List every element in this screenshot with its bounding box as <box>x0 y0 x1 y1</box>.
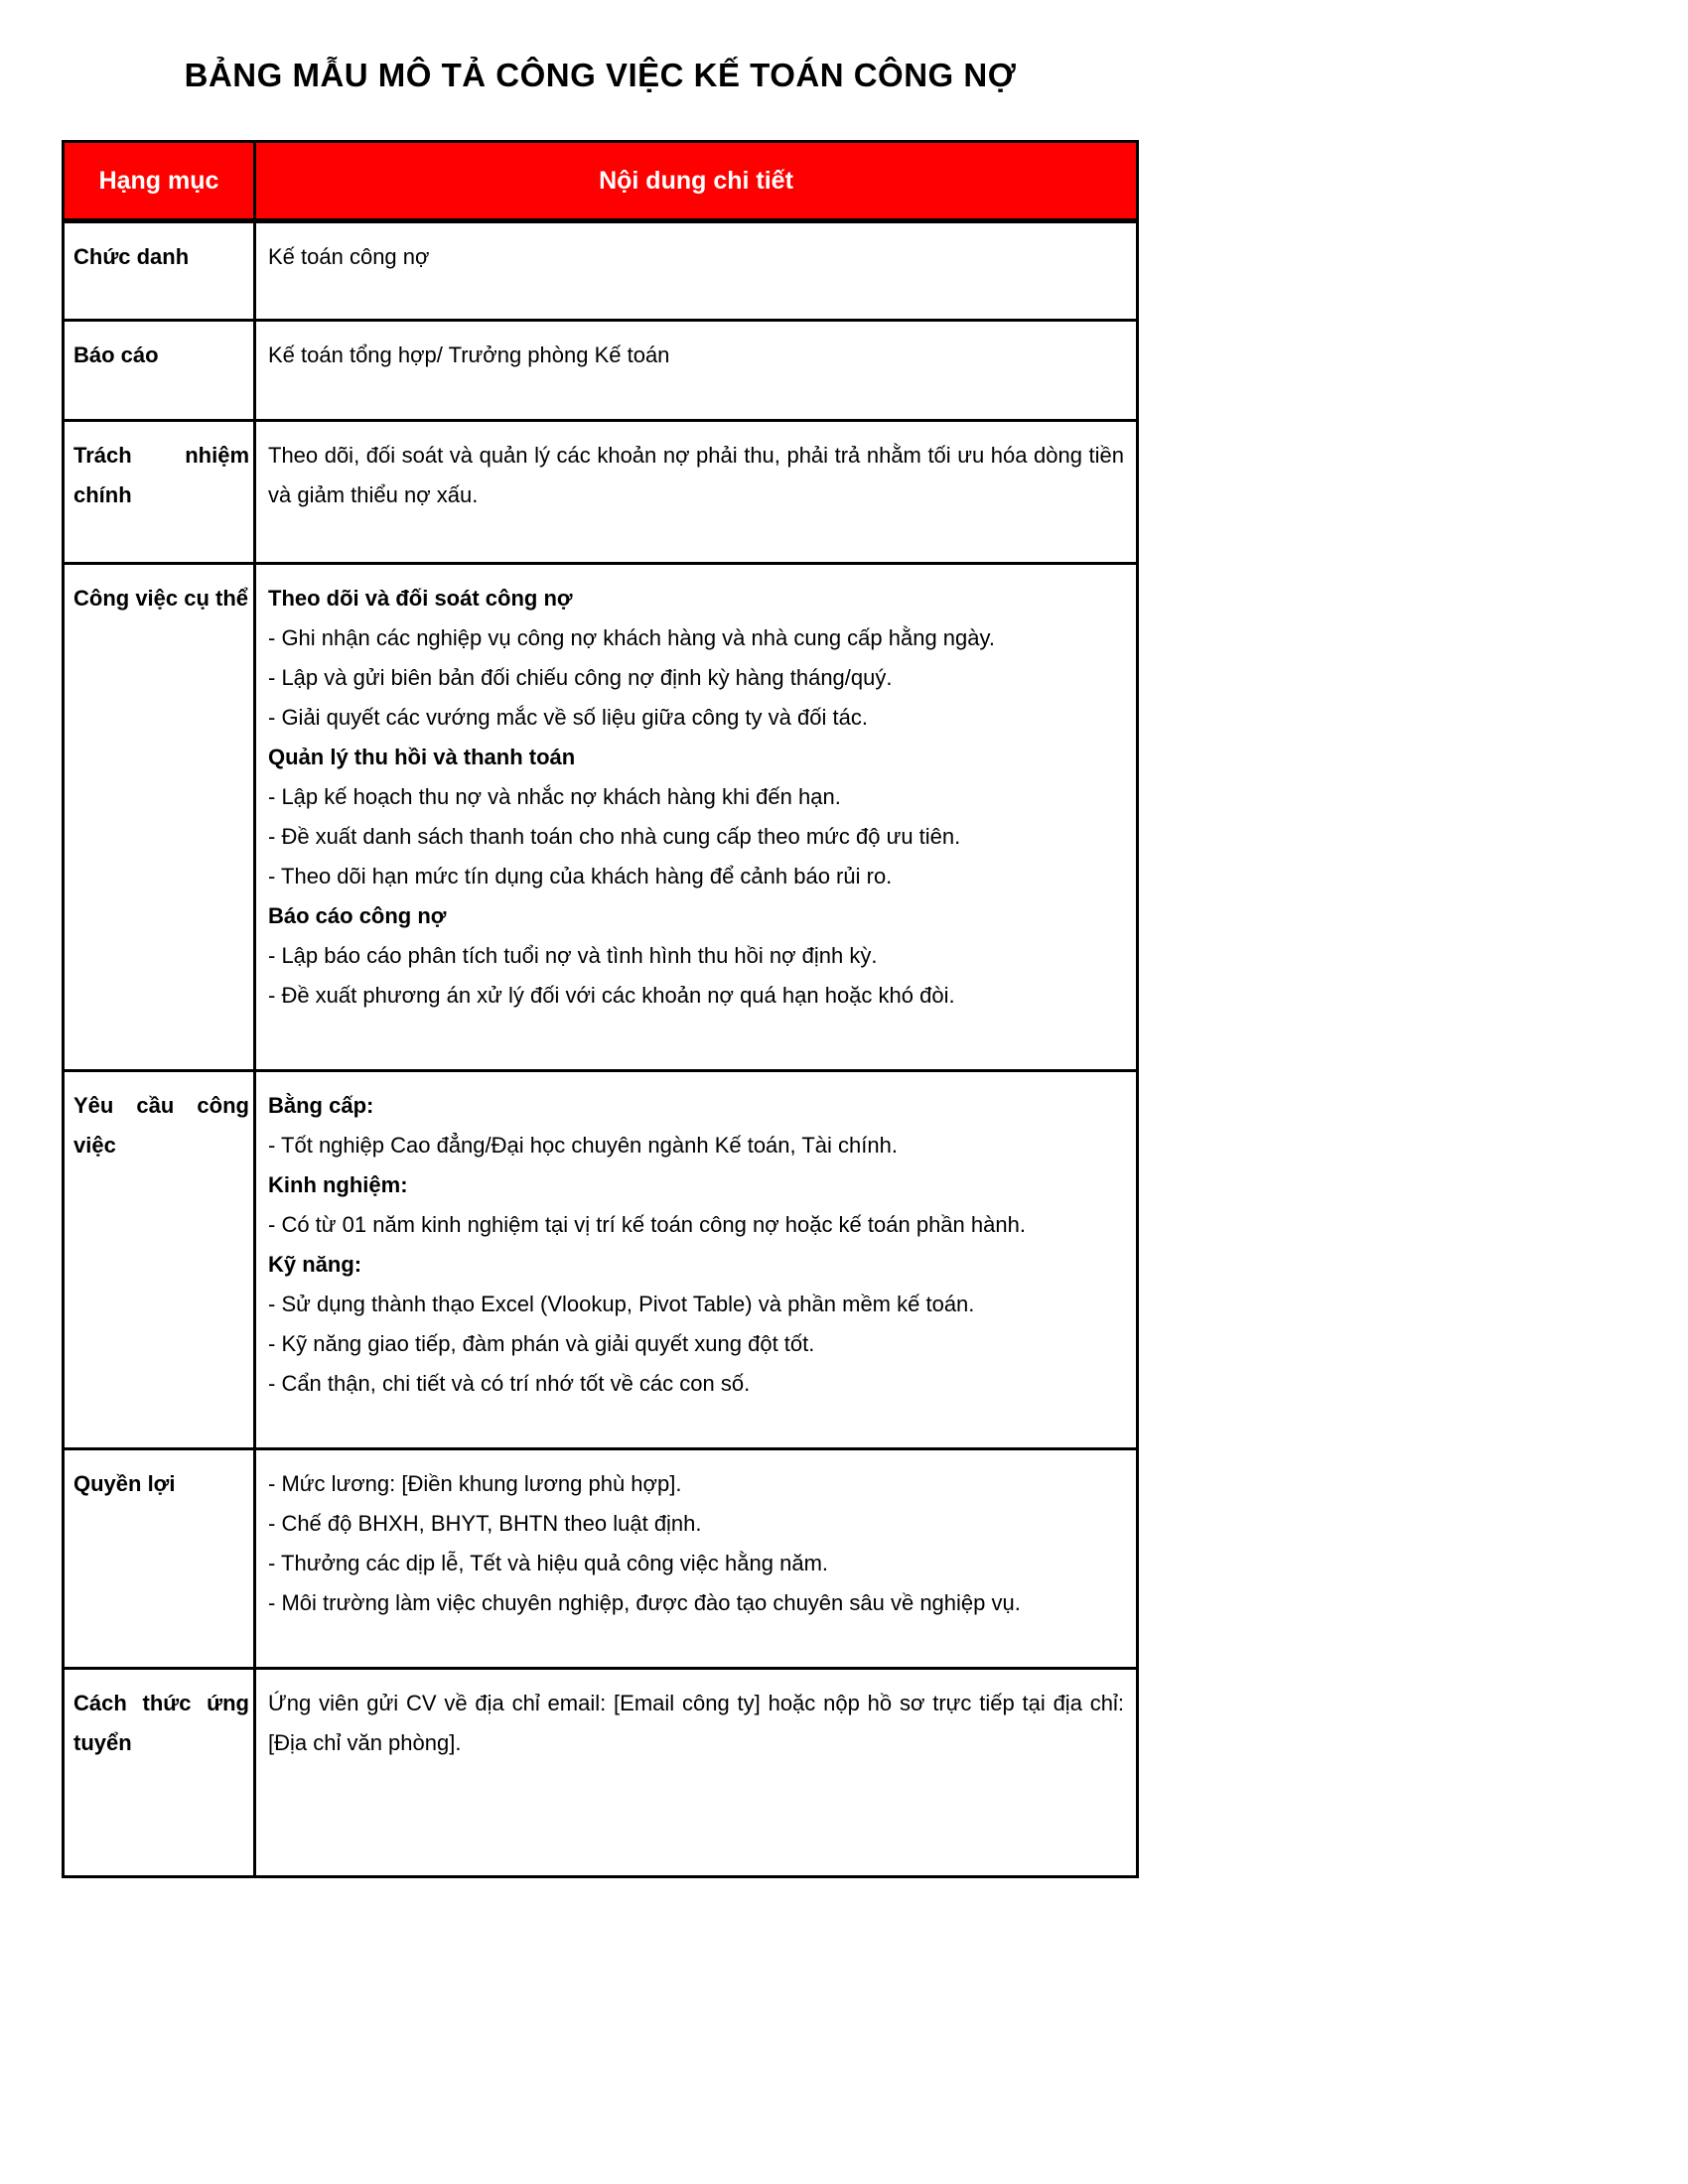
header-cell-details: Nội dung chi tiết <box>255 142 1138 221</box>
row-label: Quyền lợi <box>64 1449 255 1669</box>
row-label: Trách nhiệm chính <box>64 421 255 564</box>
content-line: - Ghi nhận các nghiệp vụ công nợ khách hàng và nhà cung cấp hằng ngày. <box>268 625 995 650</box>
content-line: - Cẩn thận, chi tiết và có trí nhớ tốt về các con số. <box>268 1371 751 1396</box>
content-line: Theo dõi, đối soát và quản lý các khoản nợ phải thu, phải trả nhằm tối ưu hóa dòng tiền và giảm thiểu nợ xấu. <box>268 443 1124 507</box>
content-line: Kế toán công nợ <box>268 244 430 269</box>
content-line: - Kỹ năng giao tiếp, đàm phán và giải quyết xung đột tốt. <box>268 1331 815 1356</box>
job-description-table <box>62 140 1139 1878</box>
content-line: - Sử dụng thành thạo Excel (Vlookup, Pivot Table) và phần mềm kế toán. <box>268 1292 975 1316</box>
content-line: - Lập và gửi biên bản đối chiếu công nợ định kỳ hàng tháng/quý. <box>268 665 893 690</box>
content-line: - Thưởng các dịp lễ, Tết và hiệu quả công việc hằng năm. <box>268 1551 829 1575</box>
row-label: Công việc cụ thể <box>64 564 255 1071</box>
content-subheading: Kinh nghiệm: <box>268 1172 408 1197</box>
content-subheading: Báo cáo công nợ <box>268 903 447 928</box>
row-content <box>255 1669 1138 1877</box>
table-row <box>64 221 1138 321</box>
content-subheading: Kỹ năng: <box>268 1252 362 1277</box>
content-line: - Chế độ BHXH, BHYT, BHTN theo luật định. <box>268 1511 702 1536</box>
table-row <box>64 421 1138 564</box>
content-line: Kế toán tổng hợp/ Trưởng phòng Kế toán <box>268 342 670 367</box>
content-line: - Lập báo cáo phân tích tuổi nợ và tình hình thu hồi nợ định kỳ. <box>268 943 878 968</box>
row-label: Cách thức ứng tuyển <box>64 1669 255 1877</box>
row-label: Chức danh <box>64 221 255 321</box>
content-line: - Lập kế hoạch thu nợ và nhắc nợ khách hàng khi đến hạn. <box>268 784 841 809</box>
row-content <box>255 1071 1138 1449</box>
row-content <box>255 421 1138 564</box>
content-line: - Mức lương: [Điền khung lương phù hợp]. <box>268 1471 682 1496</box>
content-line: - Tốt nghiệp Cao đẳng/Đại học chuyên ngành Kế toán, Tài chính. <box>268 1133 898 1158</box>
table-row <box>64 321 1138 421</box>
content-line: Ứng viên gửi CV về địa chỉ email: [Email công ty] hoặc nộp hồ sơ trực tiếp tại địa chỉ: [Địa chỉ văn phòng]. <box>268 1691 1124 1755</box>
header-cell-category: Hạng mục <box>64 142 255 221</box>
content-line: - Đề xuất phương án xử lý đối với các khoản nợ quá hạn hoặc khó đòi. <box>268 983 955 1008</box>
header-row <box>64 142 1138 221</box>
content-subheading: Theo dõi và đối soát công nợ <box>268 586 573 611</box>
table-row <box>64 564 1138 1071</box>
row-content <box>255 221 1138 321</box>
table-row <box>64 1449 1138 1669</box>
row-label: Báo cáo <box>64 321 255 421</box>
table-row <box>64 1669 1138 1877</box>
content-subheading: Bằng cấp: <box>268 1093 374 1118</box>
content-line: - Có từ 01 năm kinh nghiệm tại vị trí kế toán công nợ hoặc kế toán phần hành. <box>268 1212 1026 1237</box>
content-line: - Môi trường làm việc chuyên nghiệp, được đào tạo chuyên sâu về nghiệp vụ. <box>268 1590 1021 1615</box>
page-title: BẢNG MẪU MÔ TẢ CÔNG VIỆC KẾ TOÁN CÔNG NỢ <box>184 57 1017 93</box>
row-content <box>255 321 1138 421</box>
row-label: Yêu cầu công việc <box>64 1071 255 1449</box>
row-content <box>255 1449 1138 1669</box>
table-row <box>64 1071 1138 1449</box>
content-line: - Giải quyết các vướng mắc về số liệu giữa công ty và đối tác. <box>268 705 868 730</box>
table-body <box>64 221 1138 1877</box>
row-content <box>255 564 1138 1071</box>
content-subheading: Quản lý thu hồi và thanh toán <box>268 745 576 769</box>
document-page <box>62 0 1139 1878</box>
table-header <box>64 142 1138 221</box>
content-line: - Theo dõi hạn mức tín dụng của khách hàng để cảnh báo rủi ro. <box>268 864 893 888</box>
content-line: - Đề xuất danh sách thanh toán cho nhà cung cấp theo mức độ ưu tiên. <box>268 824 961 849</box>
